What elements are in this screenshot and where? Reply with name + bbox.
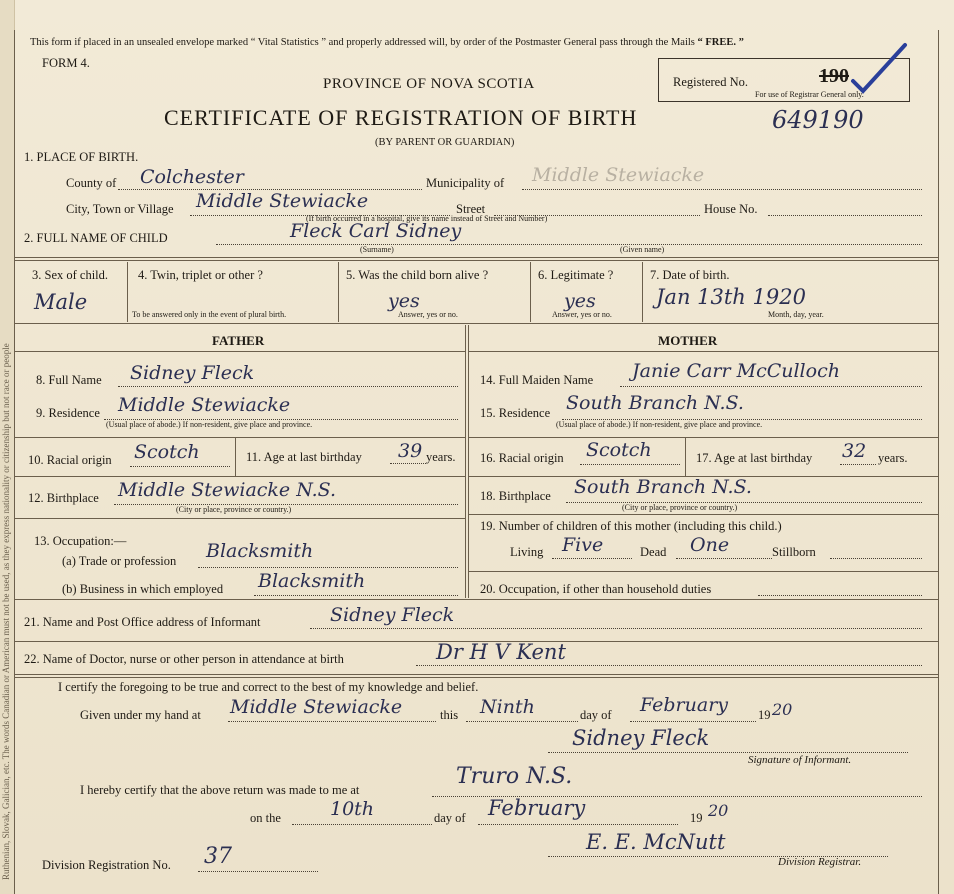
mother-racial-label: 16. Racial origin [480, 451, 564, 465]
registrar-signature-label: Division Registrar. [778, 856, 862, 868]
father-residence-value: Middle Stewiacke [118, 394, 291, 416]
mother-heading: MOTHER [658, 333, 718, 348]
child-name-label: 2. FULL NAME OF CHILD [24, 231, 168, 245]
alive-note: Answer, yes or no. [398, 310, 458, 319]
legitimate-note: Answer, yes or no. [552, 310, 612, 319]
certificate-subtitle: (BY PARENT OR GUARDIAN) [375, 137, 515, 148]
father-residence-label: 9. Residence [36, 406, 100, 420]
given-day-value: Ninth [480, 696, 535, 718]
twin-label: 4. Twin, triplet or other ? [138, 268, 263, 282]
mother-age-label: 17. Age at last birthday [696, 451, 813, 465]
mother-name-label: 14. Full Maiden Name [480, 373, 594, 387]
father-heading: FATHER [212, 333, 265, 348]
mother-residence-value: South Branch N.S. [566, 392, 744, 414]
mother-residence-label: 15. Residence [480, 406, 551, 420]
father-age-label: 11. Age at last birthday [246, 450, 362, 464]
trade-label: (a) Trade or profession [62, 554, 177, 568]
registrar-day-value: 10th [330, 798, 375, 820]
given-year-value: 20 [772, 700, 793, 719]
city-label: City, Town or Village [66, 202, 174, 216]
informant-signature: Sidney Fleck [572, 726, 710, 750]
father-racial-label: 10. Racial origin [28, 453, 112, 467]
doctor-label: 22. Name of Doctor, nurse or other person in attendance at birth [24, 652, 344, 666]
on-the-label: on the [250, 811, 281, 825]
registrar-month-value: February [488, 796, 586, 820]
this-label: this [440, 708, 459, 722]
given-place-value: Middle Stewiacke [230, 696, 403, 718]
alive-label: 5. Was the child born alive ? [346, 268, 489, 282]
registrar-general-note: For use of Registrar General only. [755, 90, 864, 99]
children-label: 19. Number of children of this mother (including this child.) [480, 519, 782, 533]
father-name-value: Sidney Fleck [130, 362, 255, 384]
margin-note: Ruthenian, Slovak, Galician, etc. The words Canadian or American must not be used, as they express nationality or citizenship but not race or people [1, 343, 11, 880]
surname-note: (Surname) [360, 245, 394, 254]
occupation-label: 13. Occupation:— [34, 534, 127, 548]
registered-box [658, 58, 910, 102]
dob-note: Month, day, year. [768, 310, 824, 319]
division-value: 37 [204, 844, 232, 869]
father-age-value: 39 [398, 440, 423, 462]
father-age-unit: years. [426, 450, 456, 464]
legitimate-label: 6. Legitimate ? [538, 268, 614, 282]
father-racial-value: Scotch [134, 441, 200, 463]
informant-signature-label: Signature of Informant. [748, 754, 852, 766]
registered-label: Registered No. [673, 75, 748, 89]
legitimate-value: yes [564, 290, 596, 312]
certify-statement: I certify the foregoing to be true and correct to the best of my knowledge and belief. [58, 680, 479, 694]
given-month-value: February [640, 694, 729, 716]
house-label: House No. [704, 202, 758, 216]
informant-value: Sidney Fleck [330, 604, 455, 626]
mail-notice-text: This form if placed in an unsealed envelope marked “ Vital Statistics ” and properly addressed will, by order of the Postmaster General pass through the Mails [30, 37, 695, 48]
dob-value: Jan 13th 1920 [656, 285, 806, 309]
mail-notice [30, 37, 744, 48]
mother-racial-value: Scotch [586, 439, 652, 461]
registrar-year-prefix: 19 [690, 811, 703, 825]
province-heading: PROVINCE OF NOVA SCOTIA [323, 76, 535, 92]
alive-value: yes [388, 290, 420, 312]
city-value: Middle Stewiacke [196, 190, 369, 212]
county-value: Colchester [140, 166, 244, 188]
municipality-label: Municipality of [426, 176, 505, 190]
dead-value: One [690, 534, 730, 556]
stillborn-label: Stillborn [772, 545, 816, 559]
business-value: Blacksmith [258, 570, 366, 592]
registered-number: 190 [819, 65, 849, 87]
mother-birthplace-label: 18. Birthplace [480, 489, 551, 503]
given-name-note: (Given name) [620, 245, 665, 254]
division-label: Division Registration No. [42, 858, 171, 872]
mother-birthplace-value: South Branch N.S. [574, 476, 752, 498]
father-birthplace-note: (City or place, province or country.) [176, 505, 292, 514]
mother-name-value: Janie Carr McCulloch [632, 360, 840, 382]
informant-label: 21. Name and Post Office address of Informant [24, 615, 261, 629]
dead-label: Dead [640, 545, 667, 559]
municipality-value: Middle Stewiacke [532, 164, 705, 186]
mother-occupation-label: 20. Occupation, if other than household duties [480, 582, 712, 596]
certificate-number: 649190 [772, 106, 864, 134]
father-birthplace-value: Middle Stewiacke N.S. [118, 479, 337, 501]
left-margin-strip [0, 0, 15, 894]
father-residence-note: (Usual place of abode.) If non-resident, give place and province. [106, 420, 313, 429]
street-label: Street [456, 202, 486, 216]
certificate-title: CERTIFICATE OF REGISTRATION OF BIRTH [164, 105, 638, 130]
mail-notice-free: “ FREE. ” [697, 37, 744, 48]
checkmark-icon [849, 41, 909, 96]
mother-age-unit: years. [878, 451, 908, 465]
mother-birthplace-note: (City or place, province or country.) [622, 503, 738, 512]
trade-value: Blacksmith [206, 540, 314, 562]
sex-value: Male [34, 290, 88, 314]
dob-label: 7. Date of birth. [650, 268, 730, 282]
living-value: Five [562, 534, 604, 556]
living-label: Living [510, 545, 544, 559]
place-of-birth-label: 1. PLACE OF BIRTH. [24, 150, 139, 164]
business-label: (b) Business in which employed [62, 582, 224, 596]
given-label: Given under my hand at [80, 708, 201, 722]
doctor-value: Dr H V Kent [436, 640, 566, 664]
sex-label: 3. Sex of child. [32, 268, 109, 282]
county-label: County of [66, 176, 117, 190]
form-number: FORM 4. [42, 56, 90, 70]
father-birthplace-label: 12. Birthplace [28, 491, 99, 505]
given-year-prefix: 19 [758, 708, 771, 722]
registrar-day-of-label: day of [434, 811, 466, 825]
mother-residence-note: (Usual place of abode.) If non-resident, give place and province. [556, 420, 763, 429]
child-name-value: Fleck Carl Sidney [290, 220, 462, 242]
father-name-label: 8. Full Name [36, 373, 102, 387]
given-day-of-label: day of [580, 708, 612, 722]
registrar-signature: E. E. McNutt [586, 830, 726, 854]
mother-age-value: 32 [842, 440, 867, 462]
registrar-statement: I hereby certify that the above return was made to me at [80, 783, 360, 797]
twin-note: To be answered only in the event of plural birth. [132, 310, 287, 319]
registrar-place-value: Truro N.S. [456, 764, 573, 789]
registrar-year-value: 20 [708, 801, 729, 820]
hospital-note: (If birth occurred in a hospital, give its name instead of Street and Number) [306, 214, 548, 223]
